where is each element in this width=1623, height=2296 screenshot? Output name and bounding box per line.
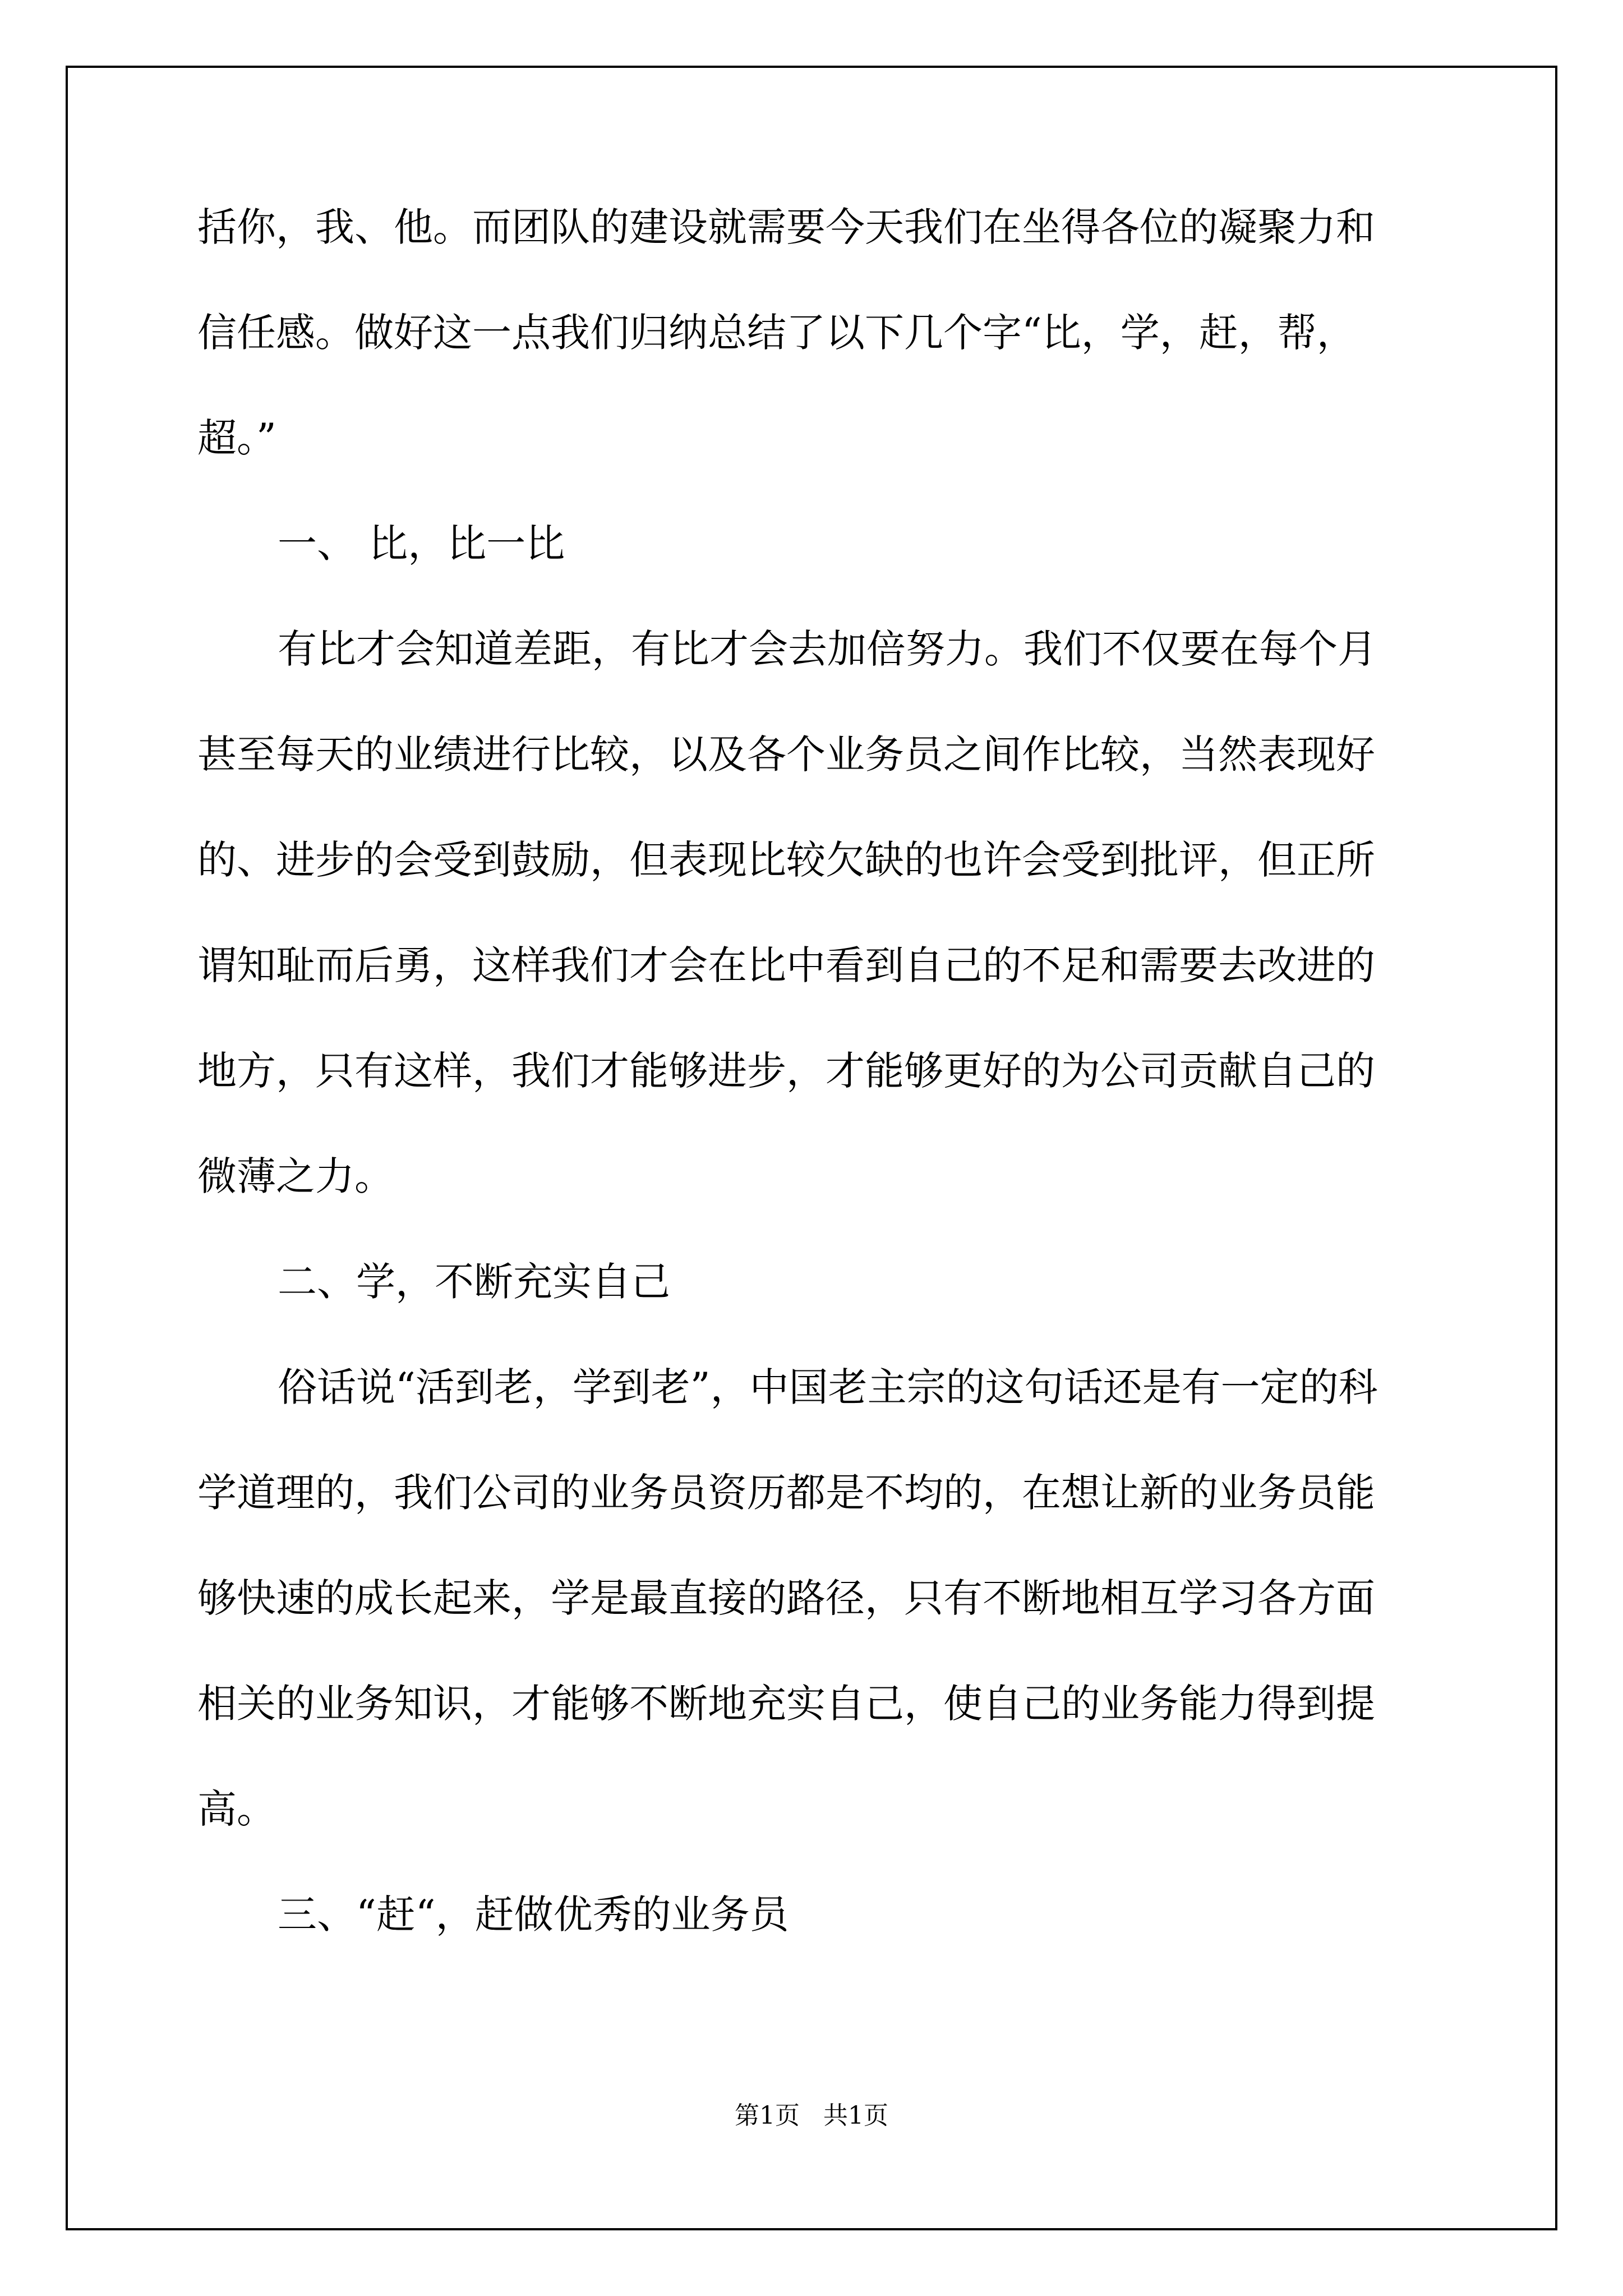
body-line: 高。 (197, 1786, 276, 1832)
document-body (197, 204, 1431, 1938)
section-heading: 三、“赶“，赶做优秀的业务员 (278, 1892, 789, 1938)
body-line: 甚至每天的业绩进行比较，以及各个业务员之间作比较，当然表现好 (197, 731, 1375, 777)
body-line: 相关的业务知识，才能够不断地充实自己，使自己的业务能力得到提 (197, 1681, 1375, 1727)
body-line: 谓知耻而后勇，这样我们才会在比中看到自己的不足和需要去改进的 (197, 942, 1375, 988)
body-line: 学道理的，我们公司的业务员资历都是不均的，在想让新的业务员能 (197, 1470, 1375, 1516)
page-footer: 第1页 共1页 (735, 2101, 888, 2130)
body-line: 的、进步的会受到鼓励，但表现比较欠缺的也许会受到批评，但正所 (197, 837, 1375, 883)
body-line: 地方，只有这样，我们才能够进步，才能够更好的为公司贡献自己的 (197, 1048, 1375, 1094)
body-line: 有比才会知道差距，有比才会去加倍努力。我们不仅要在每个月 (278, 626, 1377, 672)
body-line: 够快速的成长起来，学是最直接的路径，只有不断地相互学习各方面 (197, 1575, 1375, 1621)
body-line: 超。” (197, 415, 276, 461)
body-line: 信任感。做好这一点我们归纳总结了以下几个字“比，学，赶，帮， (197, 310, 1356, 356)
body-line: 俗话说“活到老，学到老”，中国老主宗的这句话还是有一定的科 (278, 1364, 1378, 1410)
body-line: 微薄之力。 (197, 1153, 394, 1199)
section-heading: 一、 比，比一比 (278, 521, 565, 567)
body-line: 括你，我、他。而团队的建设就需要今天我们在坐得各位的凝聚力和 (197, 204, 1375, 250)
section-heading: 二、学，不断充实自己 (278, 1259, 670, 1305)
